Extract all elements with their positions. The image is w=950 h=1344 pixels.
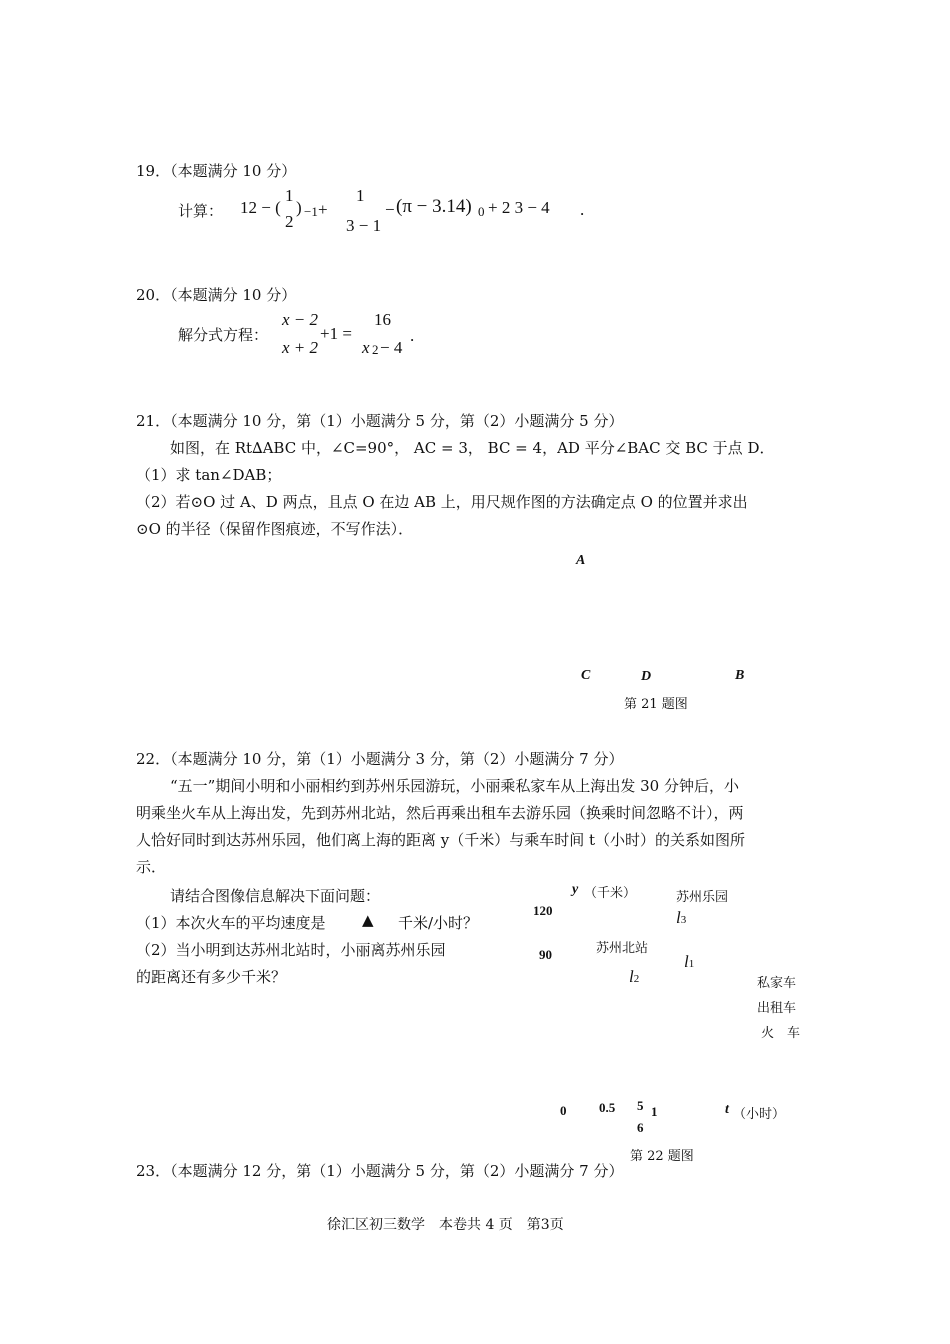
q19-frac-num: 1 (285, 186, 294, 205)
q22-line4: 示． (136, 858, 167, 876)
fig22-ylabel: y (572, 882, 579, 897)
fig22-y120: 120 (533, 903, 553, 918)
q23-header: 23．（本题满分 12 分，第（1）小题满分 5 分，第（2）小题满分 7 分） (136, 1162, 624, 1180)
q20-period: . (410, 326, 415, 345)
q19-tail: + 2 3 − 4 (488, 198, 550, 217)
fig21-label-b: B (735, 668, 745, 683)
q20-plus: +1 = (320, 324, 352, 343)
q22-line2: 明乘坐火车从上海出发，先到苏州北站，然后再乘出租车去游乐园（换乘时间忽略不计），两 (136, 804, 744, 822)
q19-minus: − (385, 200, 395, 219)
q22-line3: 人恰好同时到达苏州乐园，他们离上海的距离 y（千米）与乘车时间 t（小时）的关系如图所 (136, 831, 746, 849)
fig22-station: 苏州北站 (596, 941, 649, 956)
q21-header: 21．（本题满分 10 分，第（1）小题满分 5 分，第（2）小题满分 5 分） (136, 412, 624, 430)
fig22-l2-letter: l (629, 967, 634, 986)
q22-line6a: （1）本次火车的平均速度是 (136, 914, 326, 932)
q19-header: 19．（本题满分 10 分） (136, 162, 297, 180)
q19-period: . (580, 200, 585, 219)
fig22-park: 苏州乐园 (676, 890, 729, 905)
q22-line7: （2）当小明到达苏州北站时，小丽离苏州乐园 (136, 941, 446, 959)
q20-den2-exp: 2 (372, 342, 379, 357)
q20-den1: x + 2 (282, 338, 319, 357)
fig22-l2-sub: 2 (633, 973, 640, 985)
q19-expr-part: 12 − ( (240, 198, 281, 217)
fig22-y90: 90 (539, 947, 552, 962)
fig22-l3-sub: 3 (680, 914, 687, 926)
fig22-xunit: （小时） (733, 1107, 786, 1122)
fig22-x56-num: 5 (637, 1098, 644, 1113)
fig22-l3 (676, 908, 686, 928)
q21-line1: 如图，在 Rt∆ABC 中，∠C=90°， AC = 3， BC = 4，AD 平分∠BAC 交 BC 于点 D． (170, 439, 775, 457)
fig22-yunit: （千米） (584, 886, 637, 901)
q20-header: 20．（本题满分 10 分） (136, 286, 297, 304)
q19-paren: ) (296, 198, 302, 217)
q22-line8: 的距离还有多少千米？ (136, 968, 287, 986)
q20-num2: 16 (374, 310, 391, 329)
fig22-l1-sub: 1 (688, 958, 695, 970)
fig22-caption: 第 22 题图 (630, 1149, 694, 1164)
fig22-l1 (684, 952, 694, 972)
fig22-legend-train: 火 车 (761, 1026, 801, 1041)
q21-line2: （1）求 tan∠DAB； (136, 466, 282, 484)
q22-header: 22．（本题满分 10 分，第（1）小题满分 3 分，第（2）小题满分 7 分） (136, 750, 624, 768)
q19-prompt: 计算： (178, 202, 224, 220)
q19-frac2-num: 1 (356, 186, 365, 205)
q19-pi-term: (π − 3.14) (396, 196, 472, 217)
fig21-caption: 第 21 题图 (624, 697, 688, 712)
fig22-x05: 0.5 (599, 1100, 616, 1115)
q22-line5: 请结合图像信息解决下面问题： (170, 887, 381, 905)
fig22-l1-letter: l (684, 952, 689, 971)
fig22-l3-letter: l (676, 908, 681, 927)
fig22-xlabel: t (725, 1102, 729, 1117)
q19-frac-den: 2 (285, 212, 294, 231)
fig22-x0: 0 (560, 1103, 567, 1118)
q22-line6c: 千米/小时？ (398, 914, 479, 932)
q19-plus: + (318, 200, 328, 219)
q22-line1: “五一”期间小明和小丽相约到苏州乐园游玩，小丽乘私家车从上海出发 30 分钟后，小 (170, 777, 739, 795)
fig21-label-d: D (641, 669, 652, 684)
q21-line3: （2）若⊙O 过 A、D 两点，且点 O 在边 AB 上，用尺规作图的方法确定点 O 的位置并求出 (136, 493, 748, 511)
q20-den2-rest: − 4 (380, 338, 403, 357)
q22-answer-blank: ▲ (362, 911, 374, 929)
fig22-legend-taxi: 出租车 (757, 1001, 797, 1016)
q19-frac2-den: 3 − 1 (346, 216, 382, 235)
q21-line4: ⊙O 的半径（保留作图痕迹，不写作法）． (136, 520, 414, 538)
fig21-label-c: C (581, 668, 591, 683)
q20-den2-x: x (362, 338, 370, 357)
q19-exp: −1 (304, 204, 318, 219)
fig22-x56-den: 6 (637, 1120, 644, 1135)
q19-pi-exp: 0 (478, 204, 485, 219)
fig21-label-a: A (576, 553, 586, 568)
q20-prompt: 解分式方程： (178, 326, 269, 344)
fig22-l2 (629, 967, 639, 987)
page-footer: 徐汇区初三数学 本卷共 4 页 第3页 (327, 1217, 564, 1233)
fig22-legend-car: 私家车 (757, 976, 797, 991)
q20-num1: x − 2 (282, 310, 319, 329)
fig22-x1: 1 (651, 1104, 658, 1119)
